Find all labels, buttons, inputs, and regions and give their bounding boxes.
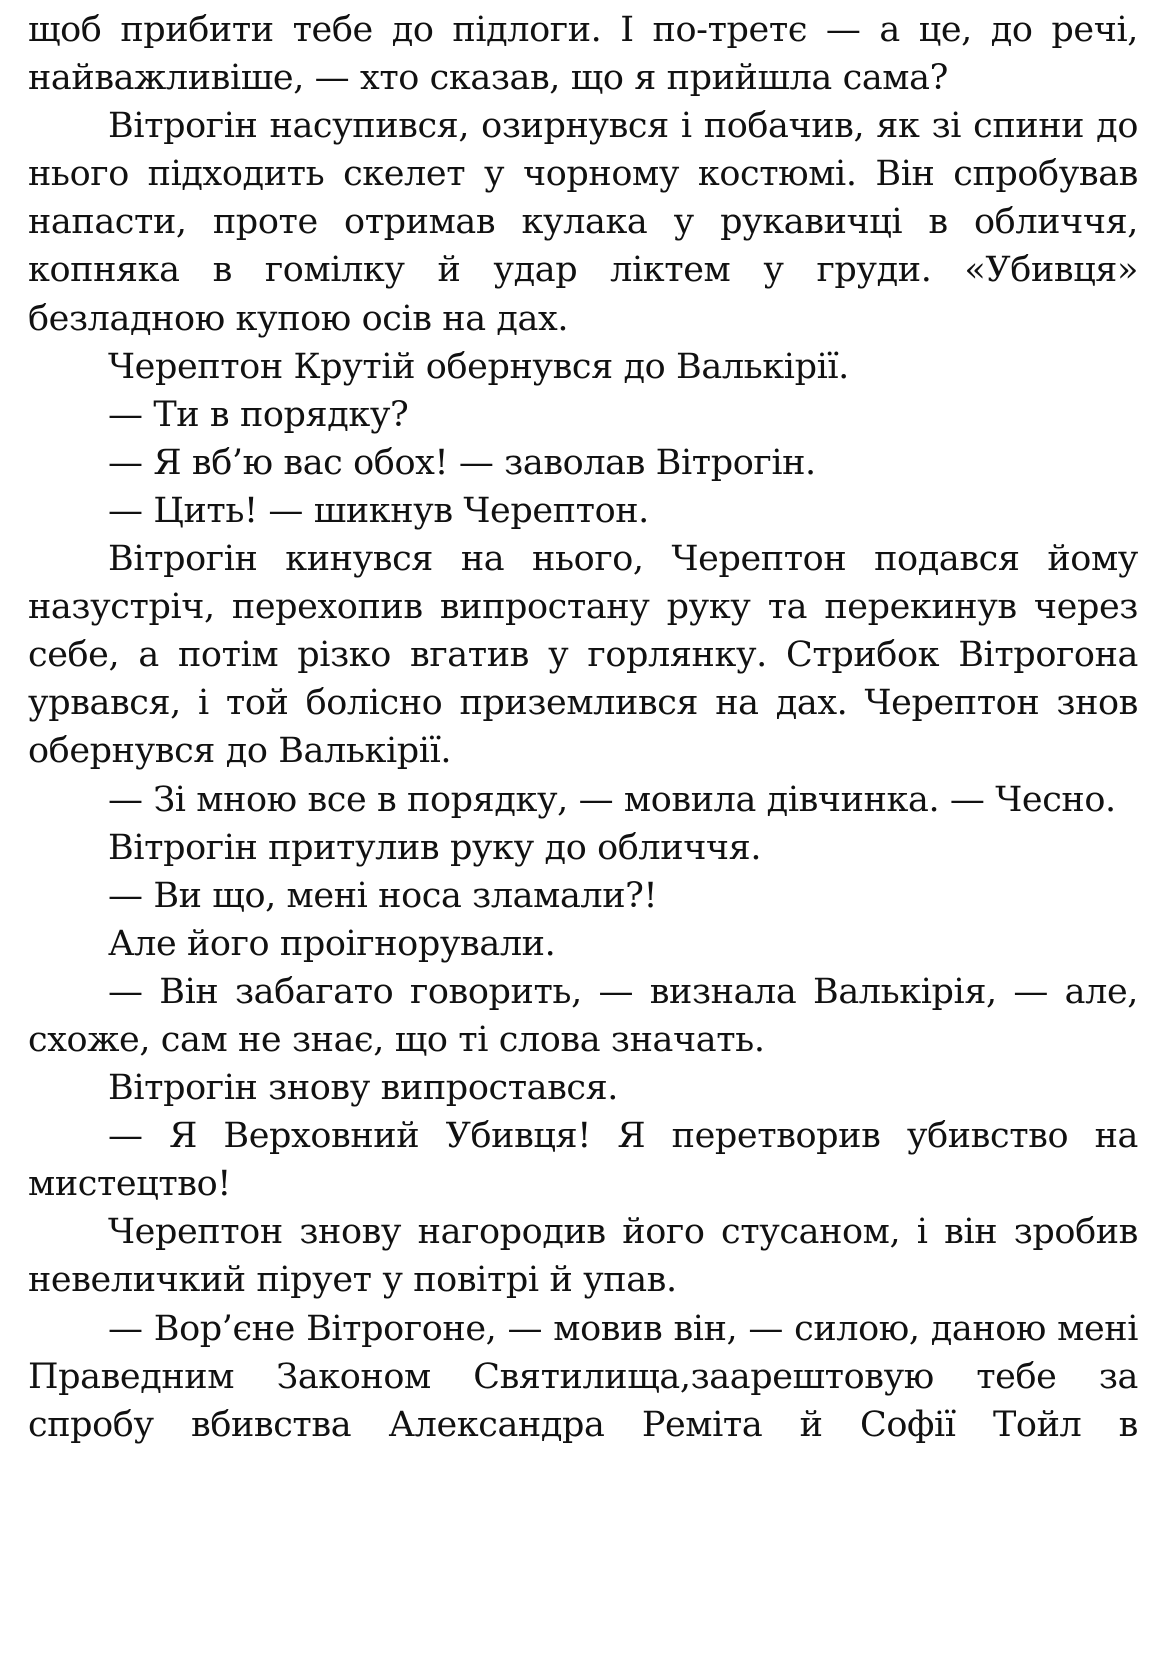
paragraph: — Ти в порядку?: [108, 394, 409, 435]
book-page: [28, 6, 1138, 1449]
paragraph: — Вор’єне Вітрогоне, — мовив він, — силою, даною мені Праведним Законом Святилища,заарештовую тебе за спробу вбивства Александра Реміта й Софії Тойл в: [28, 1308, 1138, 1445]
paragraph: Вітрогін притулив руку до обличчя.: [108, 827, 762, 868]
paragraph: — Я Верховний Убивця! Я перетворив убивство на мистецтво!: [28, 1116, 1138, 1205]
paragraph: Але його проігнорували.: [108, 923, 556, 964]
paragraph: Вітрогін кинувся на нього, Черептон подався йому назустріч, перехопив випростану руку та перекинув через себе, а потім різко вгатив у горлянку. Стрибок Вітрогона урвався, і той болісно приземлився на дах. Черептон знов обернувся до Валькірії.: [28, 539, 1138, 772]
paragraph: Черептон Крутій обернувся до Валькірії.: [108, 346, 849, 387]
paragraph: щоб прибити тебе до підлоги. І по-третє — а це, до речі, найважливіше, — хто сказав, що я прийшла сама?: [28, 10, 1138, 99]
paragraph: Вітрогін насупився, озирнувся і побачив, як зі спини до нього підходить скелет у чорному костюмі. Він спробував напасти, проте отримав кулака у рукавичці в обличчя, копняка в гомілку й удар ліктем у груди. «Убивця» безладною купою осів на дах.: [28, 106, 1138, 339]
paragraph: Вітрогін знову випростався.: [108, 1068, 619, 1109]
paragraph: — Зі мною все в порядку, — мовила дівчинка. — Чесно.: [108, 779, 1116, 820]
paragraph: — Він забагато говорить, — визнала Валькірія, — але, схоже, сам не знає, що ті слова значать.: [28, 971, 1138, 1060]
paragraph: — Я вб’ю вас обох! — заволав Вітрогін.: [108, 442, 816, 483]
paragraph: Черептон знову нагородив його стусаном, і він зробив невеличкий пірует у повітрі й упав.: [28, 1212, 1138, 1301]
paragraph: — Цить! — шикнув Черептон.: [108, 490, 649, 531]
paragraph: — Ви що, мені носа зламали?!: [108, 875, 658, 916]
